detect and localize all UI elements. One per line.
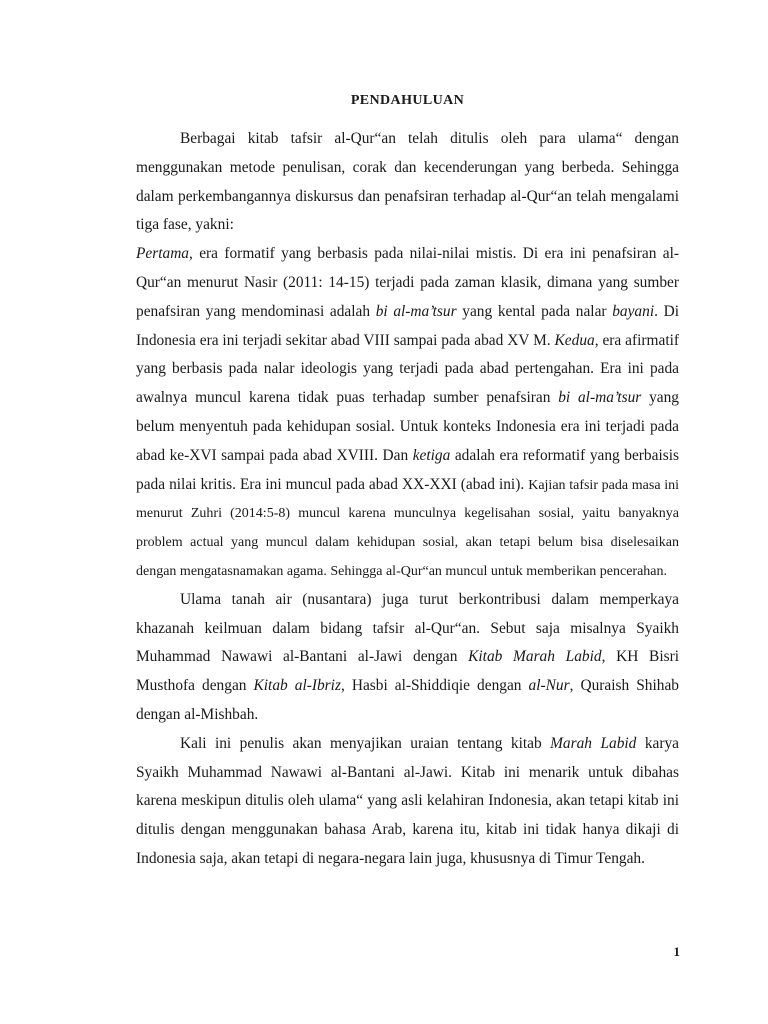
text-run: , Quraish Shihab dengan al-Mishbah.: [136, 677, 679, 723]
paragraph-intro: [136, 125, 679, 240]
text-run: , era afirmatif yang berbasis pada nalar ideologis yang terjadi pada abad pertengahan. Era ini pada awalnya muncul karena tidak puas terhadap sumber penafsiran: [136, 331, 680, 407]
text-run: . Di Indonesia era ini terjadi sekitar abad VIII sampai pada abad XV M.: [136, 302, 679, 349]
text-run: Kali ini penulis akan menyajikan uraian tentang kitab: [180, 734, 551, 752]
italic-title: Marah Labid: [550, 734, 637, 752]
text-run-compact: Kajian tafsir pada masa ini menurut Zuhri (2014:5-8) muncul karena munculnya kegelisahan sosial, yaitu banyaknya problem actual yang muncul dalam kehidupan sosial, akan tetapi belum bisa diselesaikan dengan mengatasnamakan agama. Sehingga al-Qur“an muncul untuk memberikan pencerahan.: [136, 477, 680, 579]
text-run: karya Syaikh Muhammad Nawawi al-Bantani al-Jawi. Kitab ini menarik untuk dibahas karena meskipun ditulis oleh ulama“ yang asli kelahiran Indonesia, akan tetapi kitab ini ditulis dengan menggunakan bahasa Arab, karena itu, kitab ini tidak hanya dikaji di Indonesia saja, akan tetapi di negara-negara lain juga, khususnya di Timur Tengah.: [136, 734, 679, 867]
italic-title: al-Nur: [528, 677, 570, 695]
phase-second-term: Kedua: [554, 331, 595, 349]
italic-title: Kitab al-Ibriz: [253, 677, 341, 695]
paragraph-phases: [136, 240, 679, 586]
phase-first-term: Pertama: [136, 245, 190, 263]
text-run: Ulama tanah air (nusantara) juga turut berkontribusi dalam memperkaya khazanah keilmuan dalam bidang tafsir al-Qur“an. Sebut saja misalnya Syaikh Muhammad Nawawi al-Bantani al-Jawi dengan: [136, 590, 679, 666]
page-title: PENDAHULUAN: [350, 93, 465, 108]
page-number: 1: [673, 944, 680, 959]
text-run: , Hasbi al-Shiddiqie dengan: [340, 677, 529, 695]
italic-term: bi al-ma’tsur: [375, 302, 457, 320]
italic-title: Kitab Marah Labid: [468, 648, 602, 666]
text-run: adalah era reformatif yang berbaisis pada nilai kritis. Era ini muncul pada abad XX-XXI (abad ini).: [136, 446, 679, 493]
phase-third-term: ketiga: [412, 446, 451, 464]
text-run: yang kental pada nalar: [456, 302, 613, 320]
italic-term: bayani: [612, 302, 655, 320]
text-run: yang belum menyentuh pada kehidupan sosial. Untuk konteks Indonesia era ini terjadi pada abad ke-XVI sampai pada abad XVIII. Dan: [136, 389, 679, 464]
paragraph-intro-text: Berbagai kitab tafsir al-Qur“an telah ditulis oleh para ulama“ dengan menggunakan metode penulisan, corak dan kecenderungan yang berbeda. Sehingga dalam perkembangannya diskursus dan penafsiran terhadap al-Qur“an telah mengalami tiga fase, yakni:: [136, 130, 679, 234]
paragraph-ulama: [136, 586, 679, 730]
paragraph-marah-labid: [136, 730, 679, 874]
italic-term: bi al-ma’tsur: [558, 389, 642, 407]
text-run: , KH Bisri Musthofa dengan: [136, 648, 679, 695]
text-run: , era formatif yang berbasis pada nilai-nilai mistis. Di era ini penafsiran al-Qur“an menurut Nasir (2011: 14-15) terjadi pada zaman klasik, dimana yang sumber penafsiran yang mendominasi adalah: [136, 245, 679, 320]
